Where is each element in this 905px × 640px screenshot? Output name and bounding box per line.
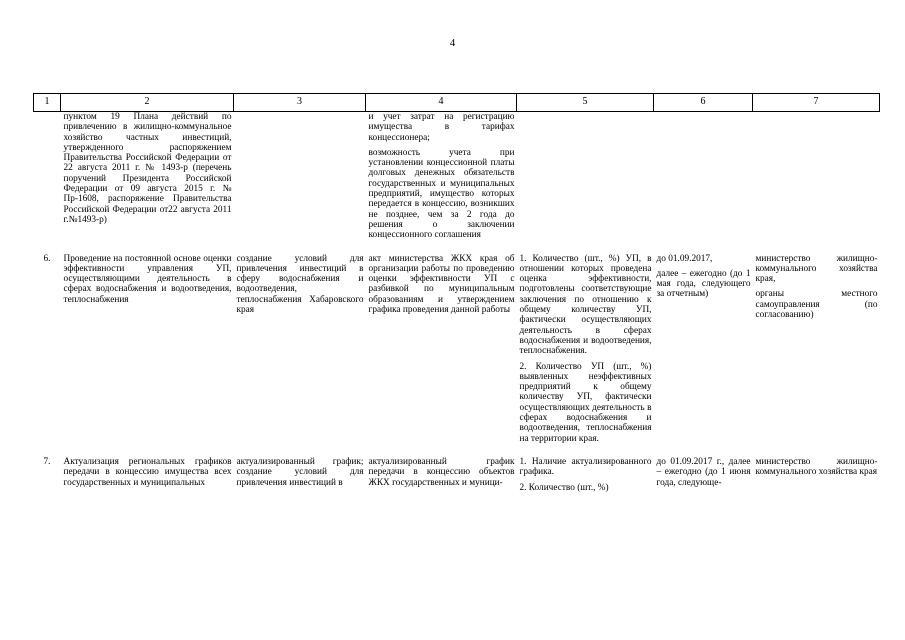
- document-table: [33, 93, 880, 493]
- responsible-text: органы местного самоуправления (по согласованию): [755, 289, 878, 321]
- indicator-text: 2. Количество (шт., %): [519, 482, 609, 493]
- result-text: создание условий для привлечения инвестиций в сферу водоснабжения и водоотведения, теплоснабжения Хабаровского края: [236, 253, 364, 316]
- indicator-text: 1. Наличие актуализированного графика.: [519, 456, 652, 478]
- result-cell: [234, 457, 366, 493]
- deadline-text: до 01.09.2017,: [656, 253, 713, 264]
- deadline-cell: [654, 457, 753, 493]
- measure-cell: [61, 457, 234, 493]
- deadline-cell: [654, 254, 753, 444]
- indicator-cell: [517, 457, 654, 493]
- indicator-text: 2. Количество УП (шт., %) выявленных неэффективных предприятий к общему количеству УП, фактически осуществляющих деятельность в сферах водоснабжения и водоотведения, теплоснабжения на территории края.: [519, 361, 652, 444]
- deadline-text: до 01.09.2017 г., далее – ежегодно (до 1 июня года, следующе-: [656, 456, 751, 488]
- document-text: и учет затрат на регистрацию имущества в тарифах концессионера;: [368, 112, 515, 143]
- responsible-cell: [753, 457, 880, 493]
- responsible-text: министерство жилищно-коммунального хозяйства края: [755, 456, 878, 478]
- measure-text: Актуализация региональных графиков передачи в концессию имущества всех государственных и муниципальных: [63, 456, 232, 488]
- column-header: 1: [34, 94, 61, 112]
- measure-text: Проведение на постоянной основе оценки эффективности управления УП, осуществляющими деятельность в сферах водоснабжения и водоотведения, теплоснабжения: [63, 253, 232, 305]
- responsible-cell: [753, 254, 880, 444]
- column-header: 2: [61, 94, 234, 112]
- indicator-text: 1. Количество (шт., %) УП, в отношении которых проведена оценка эффективности, подготовлены соответствующие заключения по отношению к общему количеству УП, фактически осуществляющих деятельность в сферах водоснабжения и водоотведения, теплоснабжения.: [519, 253, 652, 357]
- table-row: [34, 112, 880, 241]
- row-number: [34, 112, 61, 241]
- column-header: 5: [517, 94, 654, 112]
- document-text: возможность учета при установлении концессионной платы долговых денежных обязательств государственных и муниципальных предприятий, имущество которых передается в концессию, возникших не позднее, чем за 2 года до решения о заключении концессионного соглашения: [368, 147, 515, 241]
- table-row: [34, 457, 880, 493]
- row-number: 7.: [43, 456, 51, 467]
- responsible-cell: [753, 112, 880, 241]
- table-header-row: [34, 94, 880, 112]
- document-cell: [366, 457, 517, 493]
- column-header: 6: [654, 94, 753, 112]
- column-header: 3: [234, 94, 366, 112]
- document-text: актуализированный график передачи в концессию объектов ЖКХ государственных и муници-: [368, 456, 515, 488]
- measure-cell: [61, 254, 234, 444]
- column-header: 4: [366, 94, 517, 112]
- document-cell: [366, 254, 517, 444]
- measure-cell: [61, 112, 234, 241]
- deadline-cell: [654, 112, 753, 241]
- row-number: 6.: [43, 253, 51, 264]
- indicator-cell: [517, 112, 654, 241]
- page-number: 4: [449, 37, 456, 49]
- deadline-text: далее – ежегодно (до 1 мая года, следующего за отчетным): [656, 268, 751, 300]
- column-header: 7: [753, 94, 880, 112]
- table-row: [34, 254, 880, 444]
- measure-text: пунктом 19 Плана действий по привлечению в жилищно-коммунальное хозяйство частных инвестиций, утвержденного распоряжением Правительства Российской Федерации от 22 августа 2011 г. № 1493-р (перечень поручений Президента Российской Федерации от 09 августа 2015 г. № Пр-1608, распоряжение Правительства Российской Федерации от22 августа 2011 г.№1493-р): [63, 112, 232, 225]
- document-text: акт министерства ЖКХ края об организации работы по проведению оценки эффективности УП с разбивкой по муниципальным образованиям и утверждением графика проведения данной работы: [368, 253, 515, 316]
- indicator-cell: [517, 254, 654, 444]
- result-text: актуализированный график; создание условий для привлечения инвестиций в: [236, 456, 364, 488]
- result-cell: [234, 254, 366, 444]
- result-cell: [234, 112, 366, 241]
- responsible-text: министерство жилищно-коммунального хозяйства края,: [755, 253, 878, 285]
- document-cell: [366, 112, 517, 241]
